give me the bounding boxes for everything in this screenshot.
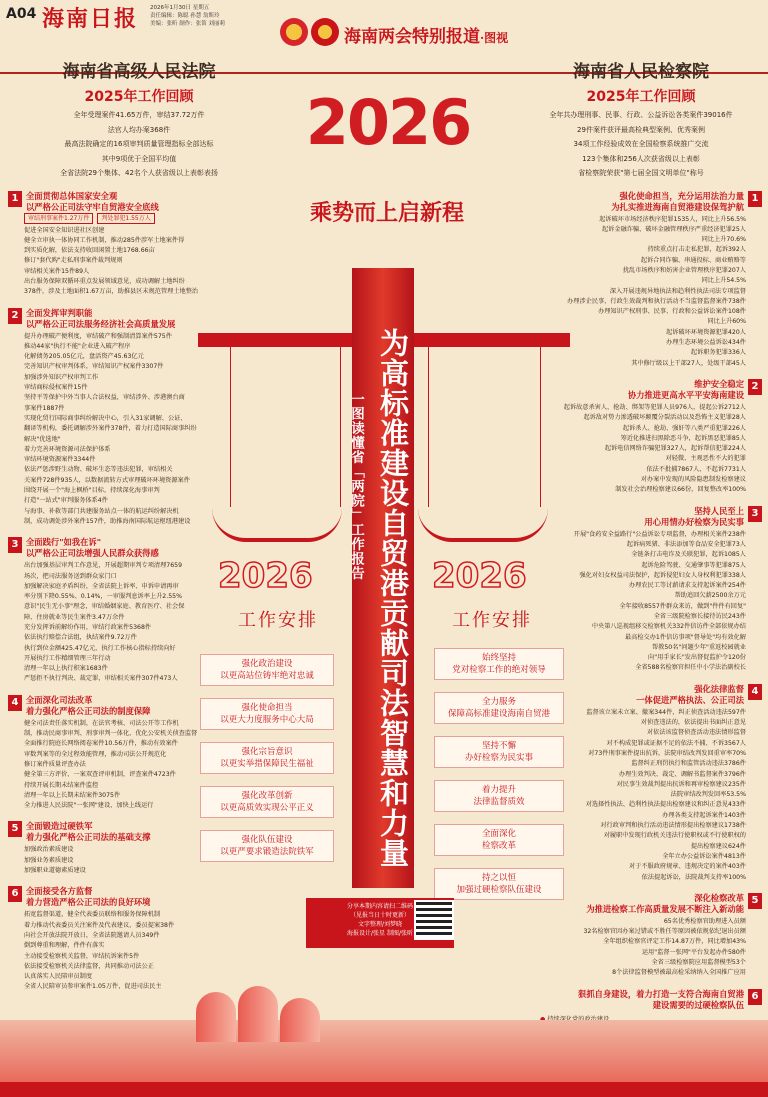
body-line: 审结相关案件15件89人: [24, 267, 90, 275]
national-emblem-icon: [280, 18, 308, 46]
body-line: 开展"食药安全益路行"公益诉讼专项监督，办理相关案件238件: [573, 530, 746, 538]
body-line: 加强业务素质建设: [24, 856, 74, 864]
section-title: 全面发挥审判职能 以严格公正司法服务经济社会高质量发展: [26, 307, 176, 329]
court-sections: [8, 191, 270, 993]
body-line: 中央第八巡视组移交检察机关332件信访件全部依规办结: [591, 623, 746, 631]
body-line: 对民事生效裁判提出抗诉和再审检察建议235件: [616, 780, 746, 788]
body-line: 依法提起诉讼，法院裁判支持率100%: [641, 873, 746, 881]
body-line: 清理一年以上执行积案1683件: [24, 665, 108, 673]
body-line: 审数判案等的全过程效能管理，推动司法公开规范化: [24, 750, 167, 758]
body-line: 32名检察官因办案过错或不胜任等原因被依规依纪退出员额: [583, 928, 746, 936]
main-vertical-title: 为高标准建设自贸港贡献司法智慧和力量: [376, 328, 410, 868]
plan-item: 始终坚持 党对检察工作的绝对领导: [434, 648, 564, 680]
section-title: 强化法律监督 一体促进严格执法、公正司法: [636, 683, 744, 705]
body-line: 翻译等机构，委托调解涉外案件378件，着力打造国际商事纠纷: [24, 425, 197, 433]
body-line: 全省588名检察官担任中小学法治副校长: [635, 664, 746, 672]
body-line: 对轻微、主观恶性不大的犯罪: [665, 455, 746, 463]
stat-tag: 判处罪犯1.55万人: [97, 213, 154, 224]
procuratorate-title: 海南省人民检察院: [573, 62, 709, 82]
slogan: 乘势而上启新程: [309, 200, 464, 226]
body-line: 378件，涉及土地面积1.67万亩，助推县区未规范管理土地整治: [24, 288, 199, 296]
body-line: 对行政审判和执行活动违法情形提出检察建议1738件: [600, 822, 746, 830]
body-line: 修订案件质量评查办法: [24, 760, 86, 768]
review-item: 法官人均办案368件: [107, 125, 171, 134]
body-line: 事案件1887件: [24, 404, 65, 412]
section-number: 1: [8, 191, 22, 207]
body-line: 对选择性执法、趋利性执法提出检察建议和纠正意见433件: [585, 801, 746, 809]
plan-item: 强化政治建设 以更高站位铸牢绝对忠诚: [200, 654, 334, 686]
work-plan-label-left: 工作安排: [238, 610, 318, 631]
body-line: 加强解决家庭矛盾纠纷，全省法院上诉率、申诉申请再审: [24, 582, 179, 590]
body-line: 全省三级检察院应用监督模型53个: [651, 959, 746, 967]
body-line: 对于不服政府规章、违规决定的案件403件: [629, 863, 746, 871]
body-line: 同比上升70.6%: [701, 236, 746, 244]
body-line: 执行到位金额425.47亿元，执行工作核心指标持续向好: [24, 644, 176, 652]
special-report-title: 海南两会特别报道·图视: [344, 27, 509, 47]
building-icon: [280, 998, 320, 1042]
body-line: 清理一年以上长期未结案件3075件: [24, 791, 121, 799]
building-icon: [196, 992, 236, 1042]
body-line: 帮助追回欠薪2500余万元: [674, 592, 746, 600]
body-line: 起诉职务犯罪336人: [690, 349, 746, 357]
body-line: 起诉敌对势力渗透破坏颠覆分裂活动以及恐怖主义犯罪28人: [583, 414, 746, 422]
body-line: 围绕开展一个"海上枫桥"目标，持续深化海事审判: [24, 487, 160, 495]
section-header: [8, 537, 270, 559]
cppcc-emblem-icon: [311, 18, 339, 46]
section-header: [520, 989, 762, 1011]
body-line: 全省三级院检察长接待访民243件: [653, 613, 746, 620]
body-line: 与海事、补救等部门共建服务站点一体的航运纠纷解决机: [24, 507, 179, 515]
section-body: [520, 403, 762, 496]
body-line: 审结环境资源案件3344件: [24, 456, 96, 464]
section-title: 坚持人民至上 用心用情办好检察为民实事: [644, 505, 744, 527]
review-item: 省检察院荣获"第七届全国文明单位"称号: [578, 169, 704, 177]
body-line: 出台服务保障双循环重点发展领域意见，成功调解土地纠纷: [24, 277, 185, 285]
body-line: 加强涉外知识产权审判工作: [24, 373, 99, 381]
body-line: 其中修厅级以上干部27人，处级干部45人: [631, 359, 746, 367]
body-line: 认真落实人民陪审员制度: [24, 973, 93, 981]
section-header: [8, 821, 270, 843]
section-title: 狠抓自身建设，着力打造一支符合海南自贸港 建设需要的过硬检察队伍: [578, 988, 744, 1010]
section-title: 深化检察改革 为推进检察工作高质量发展不断注入新动能: [586, 892, 744, 914]
sea-skyline: [0, 1020, 768, 1082]
building-icon: [238, 986, 278, 1042]
section-body: [8, 561, 270, 685]
section-header: [8, 308, 270, 330]
section-number: 6: [8, 886, 22, 902]
section-body: [8, 845, 270, 876]
body-line: 到实质化解，依法支持收回闲置土地1768.66亩: [24, 247, 155, 255]
body-line: 开展执行工作精细管理三年行动: [24, 654, 111, 662]
body-line: 深入开展违规异地执法和趋利性执法司法专项监督: [609, 287, 746, 295]
body-line: 起诉破坏环境资源犯罪420人: [666, 328, 746, 336]
body-line: 健全立审执一体协同工作机制，推动285件涉军土地案件得: [24, 236, 185, 244]
body-line: 监督纠正刑罚执行和监管活动违法3786件: [631, 760, 746, 768]
vertical-subtitle: 一图读懂省「两院」工作报告: [348, 392, 364, 581]
body-line: 起诉金融诈骗、破坏金融管理秩序严重经济犯罪25人: [602, 225, 746, 233]
footer-bar: [0, 1082, 768, 1097]
body-line: 依法严惩涉野生动物、破坏生态等违法犯罪，审结相关: [24, 466, 173, 474]
section-header: [520, 684, 762, 706]
body-line: 依法执行赔偿合法组，执结案件9.72万件: [24, 634, 137, 642]
section-header: [8, 695, 270, 717]
plan-item: 强化使命担当 以更大力度服务中心大局: [200, 698, 334, 730]
body-line: 健全第三方评价、一案双查评审机制，评查案件4723件: [24, 771, 176, 779]
body-line: 向社会开放法院开放日，全省法院邀请人员349件: [24, 931, 160, 939]
body-line: 起诉合同诈骗、串通投标、商业贿赂等: [640, 256, 746, 264]
body-line: 关案件728件935人，以数据流转方式审理破坏环境资源案件: [24, 476, 190, 484]
section-body: [8, 910, 270, 992]
section-body: [8, 332, 270, 528]
body-line: 障、住房就业等民生案件3.47万余件: [24, 613, 125, 621]
section-title: 强化使命担当，充分运用法治力量 为扎实推进海南自贸港建设保驾护航: [611, 190, 744, 212]
body-line: 严惩拒不执行判决、裁定罪，审结相关案件307件473人: [24, 675, 178, 683]
body-line: 全年立办公益诉讼案件4813件: [662, 852, 746, 860]
court-review-title: 2025年工作回顾: [84, 89, 194, 105]
section-number: 5: [748, 893, 762, 909]
body-line: 提出检察建议624件: [690, 842, 746, 850]
body-line: 办理各类支持起诉案件1403件: [662, 811, 746, 819]
body-line: 全力推进人民法院"一张网"建设，加快上线运行: [24, 802, 154, 810]
body-line: 持续重点打击走私犯罪，起诉392人: [647, 246, 746, 254]
paper-logo: 海南日报: [42, 6, 139, 32]
review-item: 全年共办理刑事、民事、行政、公益诉讼各类案件39016件: [549, 111, 733, 119]
plan-item: 强化队伍建设 以更严要求锻造法院铁军: [200, 830, 334, 862]
body-line: 办理生态环境公益诉讼434件: [666, 339, 746, 347]
body-line: 办理涉企民事、行政生效裁判和执行活动不当监督监督案件738件: [567, 297, 746, 305]
plan-item: 坚持不懈 办好检察为民实事: [434, 736, 564, 768]
section-title: 全面接受各方监督 着力营造严格公正司法的良好环境: [26, 886, 151, 908]
body-line: 起诉破坏市场经济秩序犯罪1535人，同比上升56.5%: [599, 215, 746, 223]
body-line: 对73件刑事案件提出抗诉，法院审结改判发回重审率70%: [588, 749, 746, 757]
body-line: 意识"民生无小事"理念，审结婚姻家庭、教育医疗、社会保: [24, 603, 185, 611]
qr-code-icon[interactable]: [414, 900, 454, 940]
section-body: [520, 917, 762, 979]
section-number: 1: [748, 191, 762, 207]
body-line: 全年组织检察官评定工作14.87万件，同比增加43%: [603, 938, 746, 946]
body-line: 着力完善环境资源司法保护体系: [24, 445, 111, 453]
plan-item: 全面深化 检察改革: [434, 824, 564, 856]
body-line: 起诉病死猪、非法添加等食品安全犯罪73人: [626, 540, 746, 548]
body-line: 实现化贸行国际商事纠纷解决中心，引入31家调解、公证、: [24, 414, 187, 422]
procuratorate-column: [520, 58, 762, 1056]
section-title: 维护安全稳定 协力推进更高水平平安海南建设: [627, 378, 744, 400]
body-line: 拓宽监督渠道，健全代表委员联络和服务保障机制: [24, 911, 161, 919]
review-item: 全年受理案件41.65万件，审结37.72万件: [73, 111, 205, 119]
section-header: [520, 893, 762, 915]
body-line: 依法不批捕7867人、不起诉7731人: [646, 465, 746, 473]
section-body: [8, 226, 270, 298]
body-line: 依法接受检察机关法律监督，共同推动司法公正: [24, 962, 154, 970]
body-line: 65名优秀检察官助理进入员额: [663, 917, 746, 925]
review-item: 全省法院29个集体、42名个人获省级以上表彰表扬: [60, 169, 218, 177]
year-right: 2026: [432, 556, 527, 596]
body-line: 倒到尊重和理解，件件有落实: [24, 942, 105, 950]
procuratorate-review-list: [520, 108, 762, 181]
year-left: 2026: [218, 556, 313, 596]
body-line: 起诉电信网络诈骗犯罪327人，起诉帮信犯罪224人: [604, 445, 746, 453]
body-line: 推动44家"执行不能"企业进入破产程序: [24, 342, 131, 350]
body-line: 出台加强基层审判工作意见，开展超期审判专项清理7659: [24, 562, 183, 570]
section-body: [520, 530, 762, 674]
body-line: 化解债务205.05亿元，盘活资产45.63亿元: [24, 353, 144, 361]
body-line: 加强政治素质建设: [24, 846, 74, 854]
body-line: 监督该立案未立案、撤案344件，纠正侦查活动违法597件: [586, 708, 746, 716]
stat-tags: [24, 213, 270, 224]
section-header: [8, 886, 270, 908]
body-line: 同比上升60%: [707, 318, 746, 326]
body-line: 解决"优选地": [24, 435, 61, 443]
body-line: 完善知识产权审判体系，审结知识产权案件3307件: [24, 363, 164, 371]
section-header: [520, 506, 762, 528]
body-line: 扰乱市场秩序和妨害企业管理秩序犯罪207人: [622, 266, 746, 274]
plan-item: 持之以恒 加强过硬检察队伍建设: [434, 868, 564, 900]
body-line: 帮教50名"问题少年"重返校园就业: [651, 643, 746, 651]
body-line: 对不构成犯罪或证据不足的依法不捕、不诉3567人: [606, 739, 746, 747]
body-line: 加强职业道德素质建设: [24, 867, 86, 875]
body-line: 强化对妇女权益司法保护，起诉侵犯妇女人身权利犯罪338人: [579, 571, 746, 579]
review-item: 29件案件获评最高检典型案例、优秀案例: [577, 125, 705, 134]
page-number: A04: [6, 6, 37, 22]
body-line: 全省人民陪审员参审案件1.05万件，促进司法民主: [24, 983, 162, 991]
section-number: 4: [748, 684, 762, 700]
stat-tag: 审结刑事案件1.27万件: [24, 213, 93, 224]
section-number: 2: [8, 308, 22, 324]
body-line: 运用"监督一张网"平台发起办件580件: [641, 948, 746, 956]
body-line: 全链条打击电诈及关联犯罪，起诉1085人: [631, 551, 746, 559]
plan-item: 强化宗旨意识 以更实举措保障民生福祉: [200, 742, 334, 774]
body-line: 打造"一站式"审判服务体系4件: [24, 497, 108, 505]
body-line: 修订"套代购"走私刑事案件裁判规则: [24, 257, 123, 265]
section-title: 全面贯彻总体国家安全观 以严格公正司法守牢自贸港安全底线: [26, 190, 159, 212]
masthead-meta: 2026年1月30日 星期五 责任编辑：陈聪 孙慧 翁斯玲 美编：张昕 制作：张笛 刘丽莉: [150, 5, 225, 27]
section-title: 全面锻造过硬铁军 着力强化严格公正司法的基础支撑: [26, 821, 151, 843]
review-item: 34项工作经验成效在全国检察系统推广交流: [573, 140, 709, 148]
plan-item: 强化改革创新 以更高质效实现公平正义: [200, 786, 334, 818]
section-body: [8, 719, 270, 812]
body-line: 健全司法责任落实机制，在法官考核、司法公开等工作机: [24, 719, 179, 727]
body-line: 制发社会治理检察建议66份，回复整改率100%: [615, 486, 746, 494]
big-year-heading: 2026: [305, 86, 471, 159]
section-number: 4: [8, 695, 22, 711]
body-line: 对办案中发现的风险隐患制发检察建议: [640, 476, 746, 484]
review-item: 123个集体和256人次获省级以上表彰: [582, 154, 700, 163]
body-line: 持续开展长期未结案件监控: [24, 781, 99, 789]
body-line: 坚持平等保护中外当事人合法权益，审结涉外、涉港澳台商: [24, 394, 185, 402]
body-line: 对履职中发现行政机关违法行使职权或不行使职权的: [603, 832, 746, 840]
body-line: 对依法该监督侦查活动违法情形监督: [647, 729, 746, 737]
body-line: 办理生效判决、裁定、调解书监督案件3796件: [618, 770, 746, 778]
review-item: 最高法院确定的16项审判质量管理指标全部达标: [64, 140, 214, 148]
section-number: 5: [8, 821, 22, 837]
body-line: 充分发挥诉前解纷作用，审结行政案件5368件: [24, 624, 152, 631]
body-line: 场次，把司法服务送到群众家门口: [24, 572, 117, 580]
section-number: 3: [748, 506, 762, 522]
body-line: 着力推动代表委员关注案件及代表建议、委员提案38件: [24, 921, 175, 929]
scale-chain: [340, 347, 341, 507]
work-plan-label-right: 工作安排: [452, 610, 532, 631]
body-line: 起诉杀人、抢劫、强奸等八类严重犯罪226人: [622, 424, 746, 432]
body-line: 最高检交办1件信访事项"督导处"均有效化解: [624, 633, 746, 641]
section-number: 2: [748, 379, 762, 395]
body-line: 制，推动民商事审判、刑事审判一体化、优化公安机关侦查监督: [24, 730, 198, 738]
body-line: 全年接收8557件群众来访，做到"件件有回复": [619, 602, 746, 610]
body-line: 办理农民工等讨薪请求支持起诉案件254件: [629, 582, 746, 590]
body-line: 主动接受检察机关监督，审结抗诉案件5件: [24, 952, 140, 960]
body-line: 同比上升54.5%: [701, 277, 746, 285]
procuratorate-sections: [520, 191, 762, 1056]
body-line: 率分别下降0.55%、0.14%，一审服判息诉率上升2.55%: [24, 593, 182, 601]
body-line: 起诉故意杀害人、抢劫、绑架等犯罪人员976人，提起公诉2712人: [563, 403, 746, 411]
body-line: 起诉危险驾驶、交通肇事等犯罪875人: [641, 561, 746, 569]
body-line: 制，成功调处涉外案件157件，助推海南国际航运枢纽港建设: [24, 517, 191, 525]
section-number: 6: [748, 989, 762, 1005]
procuratorate-review-title: 2025年工作回顾: [586, 89, 696, 105]
section-title: 全面践行"如我在诉" 以严格公正司法增强人民群众获得感: [26, 537, 159, 559]
review-item: 其中9项优于全国平均值: [101, 154, 177, 163]
section-title: 全面深化司法改革 着力强化严格公正司法的制度保障: [26, 694, 151, 716]
section-header: [520, 379, 762, 401]
scale-chain: [428, 347, 429, 507]
body-line: 法院审结改判发回率53.5%: [670, 791, 746, 799]
court-review-list: [8, 108, 270, 181]
section-header: [8, 191, 270, 213]
body-line: 全面推行院庭长网络阅卷案件10.56万件，推动有效案件: [24, 740, 178, 748]
body-line: 促进全国安全知识进社区创建: [24, 226, 105, 234]
section-body: [520, 708, 762, 883]
section-header: [520, 191, 762, 213]
body-line: 审结商标侵权案件15件: [24, 384, 88, 392]
court-column: [8, 58, 270, 993]
section-number: 3: [8, 537, 22, 553]
body-line: 提升办理破产便利度，审结破产和强制清算案件575件: [24, 332, 172, 340]
body-line: 8个法律监督模型被最高检采纳纳入全国推广应用: [612, 969, 746, 977]
body-line: 筹近化推进扫黑除恶斗争，起诉黑恶犯罪85人: [620, 434, 746, 442]
credits-pedestal: 分享本期内容请扫二维码 （见报当日十时更新） 文字整理/刘梦晓 海报设计/张星 制图/张昕: [306, 898, 454, 948]
plan-item: 着力提升 法律监督质效: [434, 780, 564, 812]
body-line: 办理知识产权刑事、民事、行政和公益诉讼案件108件: [598, 308, 746, 316]
body-line: 向"用手家长"发出督促监护令120份: [648, 654, 746, 662]
plan-item: 全力服务 保障高标准建设海南自贸港: [434, 692, 564, 724]
body-line: 对侦查违法的，依法提出书面纠正意见: [640, 719, 746, 727]
section-body: [520, 215, 762, 369]
court-title: 海南省高级人民法院: [62, 62, 216, 82]
